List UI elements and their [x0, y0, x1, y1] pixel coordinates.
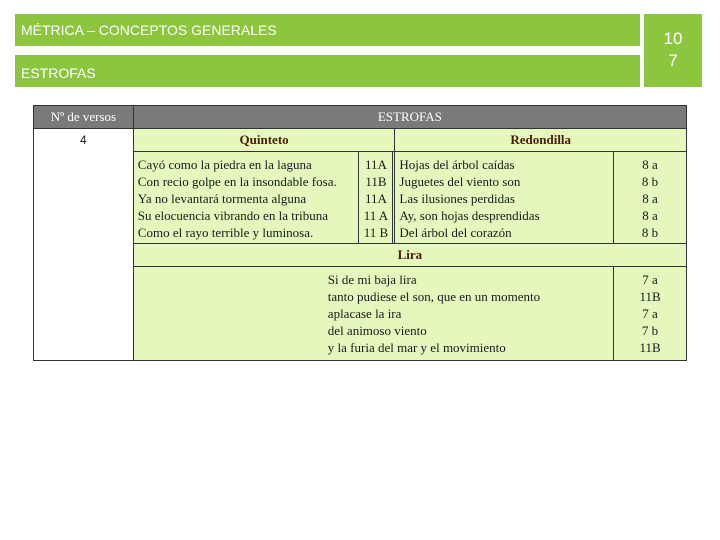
redondilla-meter: 8 a 8 b 8 a 8 a 8 b — [614, 152, 687, 244]
slide-title: MÉTRICA – CONCEPTOS GENERALES — [21, 22, 277, 38]
versos-count: 4 — [34, 129, 134, 361]
lira-poem: Si de mi baja lira tanto pudiese el son, que en un momento aplacase la ira del animoso viento y la furia del mar y el movimiento — [133, 267, 613, 361]
lira-label: Lira — [133, 244, 686, 267]
lira-meter: 7 a 11B 7 a 7 b 11B — [614, 267, 687, 361]
header-versos: Nº de versos — [34, 106, 134, 129]
page-number-box — [644, 14, 702, 87]
redondilla-poem: Hojas del árbol caídas Juguetes del viento son Las ilusiones perdidas Ay, son hojas desprendidas Del árbol del corazón — [395, 152, 614, 244]
slide-title-bar — [15, 14, 640, 46]
page-number: 10 7 — [663, 29, 683, 70]
section-title-bar — [15, 55, 640, 87]
section-title: ESTROFAS — [21, 65, 96, 81]
quinteto-meter: 11A 11B 11A 11 A 11 B — [359, 152, 393, 244]
header-estrofas: ESTROFAS — [133, 106, 686, 129]
quinteto-poem: Cayó como la piedra en la laguna Con recio golpe en la insondable fosa. Ya no levantará tormenta alguna Su elocuencia vibrando en la tribuna Como el rayo terrible y luminosa. — [133, 152, 359, 244]
redondilla-label: Redondilla — [395, 129, 687, 152]
quinteto-label: Quinteto — [133, 129, 395, 152]
estrofas-table — [33, 105, 687, 361]
